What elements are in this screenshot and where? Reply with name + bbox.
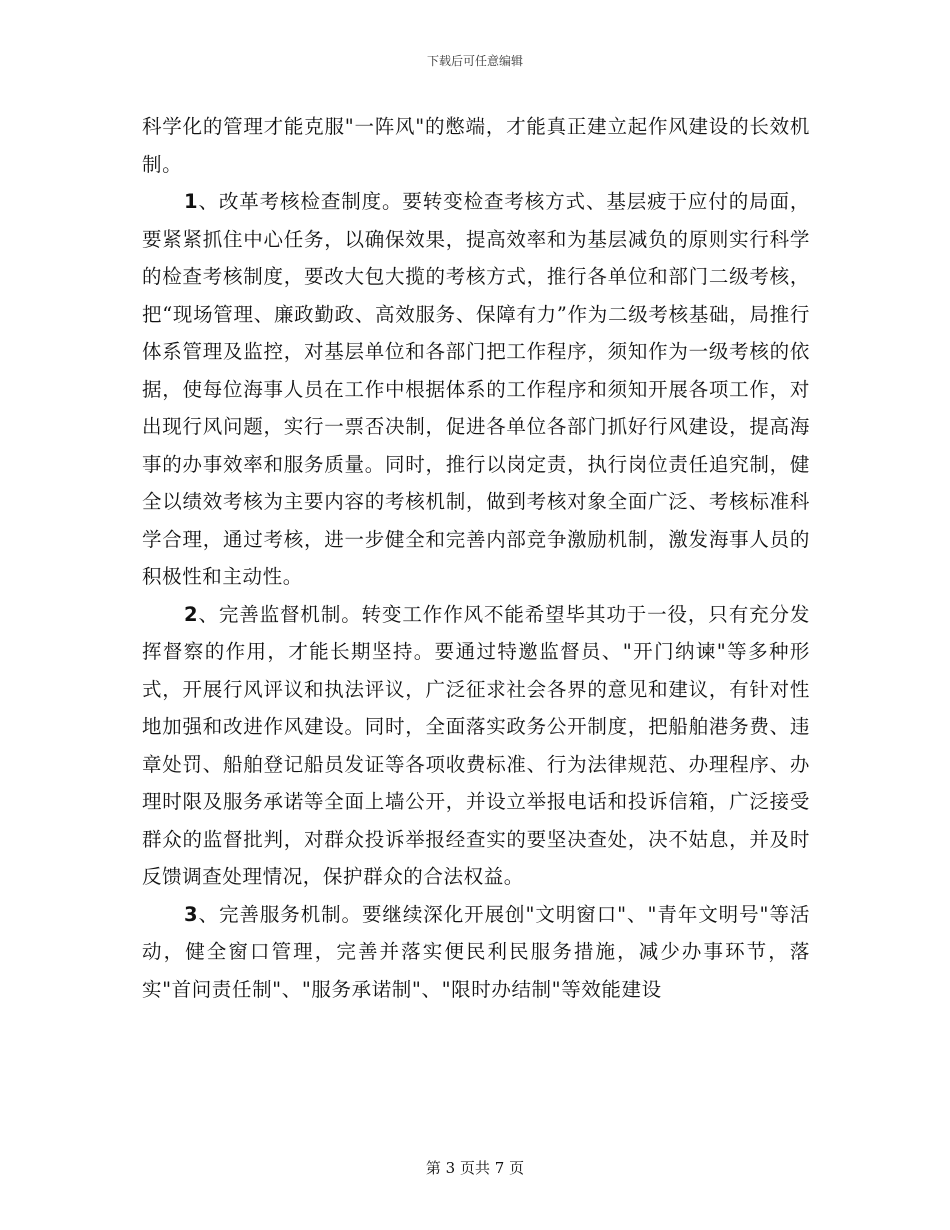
paragraph-text: 、完善服务机制。要继续深化开展创"文明窗口"、"青年文明号"等活动，健全窗口管理，完善并落实便民利民服务措施，减少办事环节，落实"首问责任制"、"服务承诺制"、"限时办结制"等效能建设 [142,902,810,1001]
paragraph-text: 科学化的管理才能克服"一阵风"的憋端，才能真正建立起作风建设的长效机制。 [142,115,810,176]
paragraph-exam-system [142,183,810,596]
section-number: 3 [184,902,199,926]
section-number: 2 [184,602,199,626]
paragraph-service [142,896,810,1009]
paragraph-text: 、完善监督机制。转变工作作风不能希望毕其功于一役，只有充分发挥督察的作用，才能长期坚持。要通过特邀监督员、"开门纳谏"等多种形式，开展行风评议和执法评议，广泛征求社会各界的意见和建议，有针对性地加强和改进作风建设。同时，全面落实政务公开制度，把船舶港务费、违章处罚、船舶登记船员发证等各项收费标准、行为法律规范、办理程序、办理时限及服务承诺等全面上墙公开，并设立举报电话和投诉信箱，广泛接受群众的监督批判，对群众投诉举报经查实的要坚决查处，决不姑息，并及时反馈调查处理情况，保护群众的合法权益。 [142,602,810,888]
paragraph-continuation [142,108,810,183]
paragraph-supervision [142,596,810,896]
paragraph-text: 、改革考核检查制度。要转变检查考核方式、基层疲于应付的局面，要紧紧抓住中心任务，以确保效果，提高效率和为基层减负的原则实行科学的检查考核制度，要改大包大揽的考核方式，推行各单位和部门二级考核，把“现场管理、廉政勤政、高效服务、保障有力”作为二级考核基础，局推行体系管理及监控，对基层单位和各部门把工作程序，须知作为一级考核的依据，使每位海事人员在工作中根据体系的工作程序和须知开展各项工作，对出现行风问题，实行一票否决制，促进各单位各部门抓好行风建设，提高海事的办事效率和服务质量。同时，推行以岗定责，执行岗位责任追究制，健全以绩效考核为主要内容的考核机制，做到考核对象全面广泛、考核标准科学合理，通过考核，进一步健全和完善内部竞争激励机制，激发海事人员的积极性和主动性。 [142,190,810,588]
page-header: 下载后可任意编辑 [426,54,523,68]
document-body [142,108,810,1008]
page-footer: 第 3 页共 7 页 [425,1159,525,1177]
section-number: 1 [184,190,199,213]
